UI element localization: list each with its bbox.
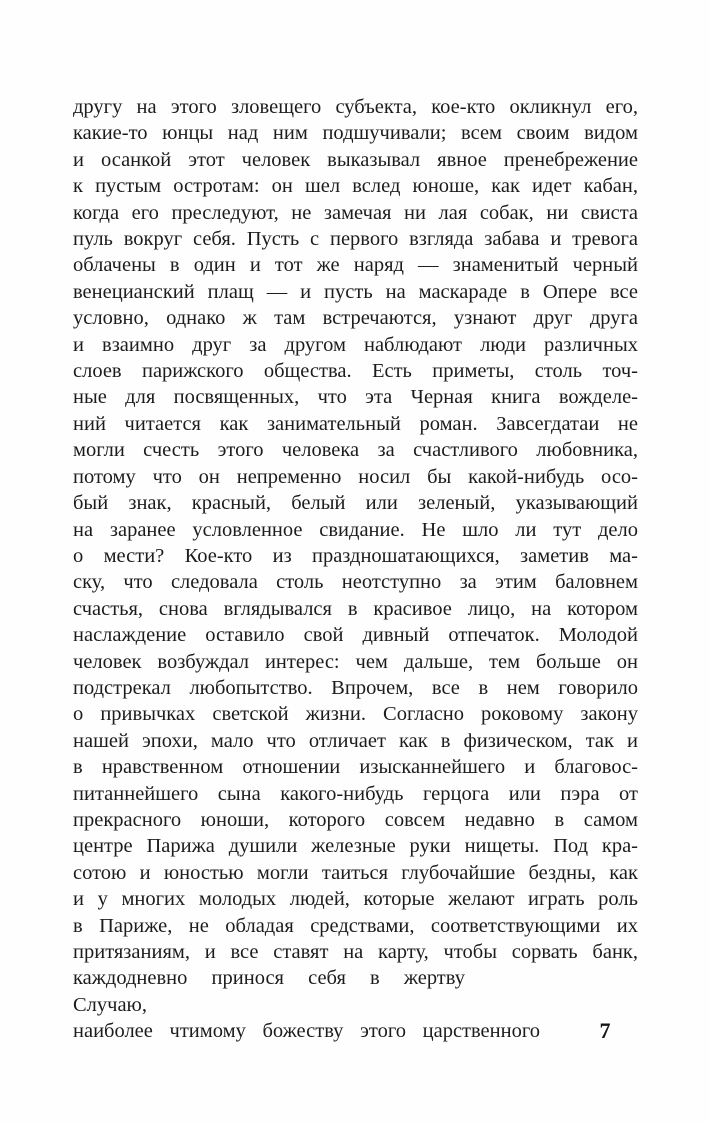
text-line: пуль вокруг себя. Пусть с первого взгляда забава и тревога: [73, 228, 638, 251]
text-line: бый знак, красный, белый или зеленый, указывающий: [73, 492, 638, 515]
text-line: в нравственном отношении изысканнейшего и благовос-: [73, 756, 638, 779]
text-line: каждодневно принося себя в жертву Случаю,: [73, 967, 465, 1016]
text-line: когда его преследуют, не замечая ни лая собак, ни свиста: [73, 201, 638, 224]
text-line: центре Парижа душили железные руки нищеты. Под кра-: [73, 835, 638, 858]
text-line: сотою и юностью могли таиться глубочайшие бездны, как: [73, 861, 638, 884]
text-line: условно, однако ж там встречаются, узнают друг друга: [73, 307, 638, 330]
text-line: к пустым остротам: он шел вслед юноше, как идет кабан,: [73, 175, 638, 198]
text-line: слоев парижского общества. Есть приметы, столь точ-: [73, 360, 638, 383]
body-text: [73, 94, 638, 1045]
text-line: облачены в один и тот же наряд — знаменитый черный: [73, 254, 638, 277]
text-line: прекрасного юноши, которого совсем недавно в самом: [73, 808, 638, 831]
text-line: в Париже, не обладая средствами, соответствующими их: [73, 914, 638, 937]
text-line: подстрекал любопытство. Впрочем, все в нем говорило: [73, 676, 638, 699]
text-line: и осанкой этот человек выказывал явное пренебрежение: [73, 148, 638, 171]
text-line: ску, что следовала столь неотступно за этим баловнем: [73, 571, 638, 594]
text-line: нашей эпохи, мало что отличает как в физическом, так и: [73, 729, 638, 752]
text-line: потому что он непременно носил бы какой-нибудь осо-: [73, 465, 638, 488]
text-line: какие-то юнцы над ним подшучивали; всем своим видом: [73, 122, 638, 145]
text-line: ные для посвященных, что эта Черная книга вожделе-: [73, 386, 638, 409]
text-line: и у многих молодых людей, которые желают играть роль: [73, 888, 638, 911]
page-number: 7: [599, 1018, 611, 1044]
text-line: человек возбуждал интерес: чем дальше, тем больше он: [73, 650, 638, 673]
footer-row: [73, 1018, 638, 1044]
text-line: питаннейшего сына какого-нибудь герцога или пэра от: [73, 782, 638, 805]
text-line: счастья, снова вглядывался в красивое лицо, на котором: [73, 597, 638, 620]
text-line: наслаждение оставило свой дивный отпечаток. Молодой: [73, 624, 638, 647]
text-line: и взаимно друг за другом наблюдают люди различных: [73, 333, 638, 356]
text-line: могли счесть этого человека за счастливого любовника,: [73, 439, 638, 462]
text-line: о привычках светской жизни. Согласно роковому закону: [73, 703, 638, 726]
text-line: о мести? Кое-кто из праздношатающихся, заметив ма-: [73, 544, 638, 567]
text-line: венецианский плащ — и пусть на маскараде в Опере все: [73, 280, 638, 303]
text-line: притязаниям, и все ставят на карту, чтобы сорвать банк,: [73, 941, 638, 963]
text-line: на заранее условленное свидание. Не шло ли тут дело: [73, 518, 638, 541]
text-line: наиболее чтимому божеству этого царственного: [73, 1020, 540, 1043]
text-line: ний читается как занимательный роман. Завсегдатаи не: [73, 412, 638, 435]
text-line: другу на этого зловещего субъекта, кое-кто окликнул его,: [73, 96, 638, 118]
